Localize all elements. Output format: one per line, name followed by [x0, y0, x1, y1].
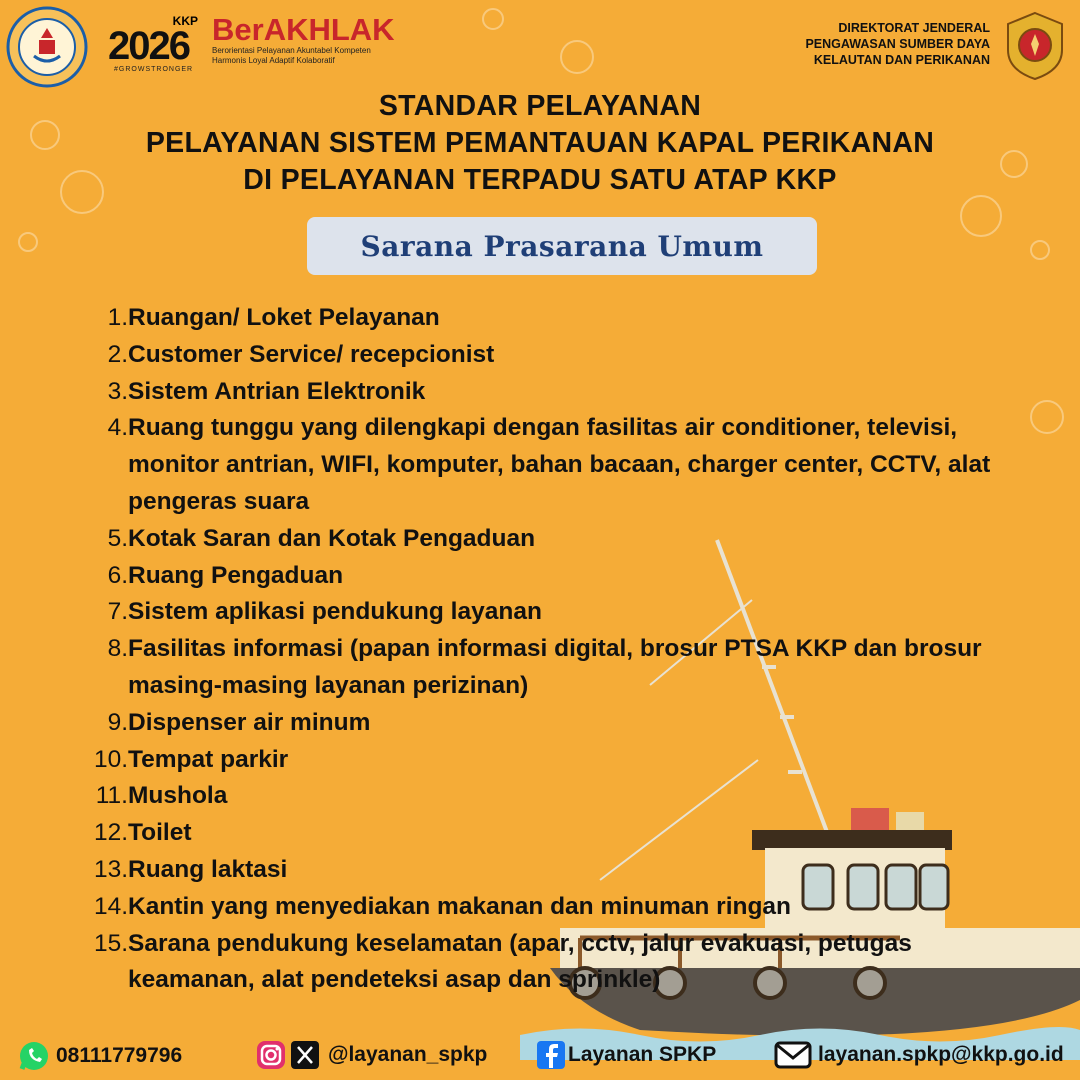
item-text: Mushola	[128, 782, 228, 810]
item-number: 8.	[107, 635, 128, 663]
item-text: Sarana pendukung keselamatan (apar, cctv, jalur evakuasi, petugas keamanan, alat pendeteksi asap dan sprinkle)	[128, 929, 912, 994]
item-text: Fasilitas informasi (papan informasi digital, brosur PTSA KKP dan brosur masing-masing layanan perizinan)	[128, 635, 982, 699]
list-item	[80, 705, 1040, 742]
berakhlak-word: BerAKHLAK	[212, 12, 395, 47]
berakhlak-logo	[212, 14, 412, 66]
list-item	[80, 926, 1040, 1000]
item-number: 7.	[107, 598, 128, 626]
item-number: 15.	[93, 929, 128, 957]
item-text: Dispenser air minum	[128, 708, 371, 736]
section-subtitle: Sarana Prasarana Umum	[307, 217, 817, 275]
email-contact[interactable]	[774, 1040, 1064, 1070]
contact-footer	[0, 1034, 1080, 1080]
list-item	[80, 889, 1040, 926]
list-item	[80, 300, 1040, 337]
mail-icon	[774, 1040, 812, 1070]
facility-list	[80, 300, 1040, 999]
bubble-decoration	[18, 232, 38, 252]
list-item	[80, 594, 1040, 631]
bubble-decoration	[960, 195, 1002, 237]
list-item	[80, 631, 1040, 705]
kkp-ministry-logo	[6, 6, 88, 88]
social-contact[interactable]	[256, 1040, 487, 1070]
title-line-3: DI PELAYANAN TERPADU SATU ATAP KKP	[243, 164, 837, 196]
item-number: 5.	[107, 524, 128, 552]
item-number: 13.	[93, 855, 128, 883]
list-item	[80, 852, 1040, 889]
list-item	[80, 521, 1040, 558]
item-number: 11.	[95, 782, 128, 810]
email-address: layanan.spkp@kkp.go.id	[818, 1043, 1064, 1066]
kkp-tag: KKP	[172, 14, 198, 28]
item-number: 2.	[107, 340, 128, 368]
item-number: 3.	[107, 377, 128, 405]
item-number: 14.	[93, 892, 128, 920]
facebook-icon	[536, 1040, 566, 1070]
item-text: Sistem Antrian Elektronik	[128, 377, 426, 405]
phone-contact[interactable]	[18, 1040, 182, 1072]
item-text: Kantin yang menyediakan makanan dan minuman ringan	[128, 892, 792, 920]
item-number: 6.	[107, 561, 128, 589]
social-handle: @layanan_spkp	[328, 1043, 488, 1066]
item-text: Kotak Saran dan Kotak Pengaduan	[128, 524, 536, 552]
list-item	[80, 778, 1040, 815]
facebook-page: Layanan SPKP	[568, 1043, 717, 1066]
item-number: 1.	[107, 304, 128, 331]
item-text: Tempat parkir	[128, 745, 289, 773]
bubble-decoration	[1030, 240, 1050, 260]
whatsapp-icon	[18, 1040, 50, 1072]
item-text: Customer Service/ recepcionist	[128, 340, 495, 368]
berakhlak-line-1: Berorientasi Pelayanan Akuntabel Kompeten	[212, 46, 371, 55]
berakhlak-line-2: Harmonis Loyal Adaptif Kolaboratif	[212, 56, 335, 65]
facebook-contact[interactable]	[536, 1040, 716, 1070]
item-text: Ruang tunggu yang dilengkapi dengan fasilitas air conditioner, televisi, monitor antrian, WIFI, komputer, bahan bacaan, charger center, CCTV, alat pengeras suara	[128, 414, 991, 515]
directorate-line-2: PENGAWASAN SUMBER DAYA	[805, 37, 990, 51]
instagram-icon	[256, 1040, 286, 1070]
page-title	[0, 88, 1080, 199]
psdkp-emblem	[1002, 10, 1068, 82]
item-text: Sistem aplikasi pendukung layanan	[128, 598, 542, 626]
year-2026: 2026	[108, 24, 189, 68]
list-item	[80, 815, 1040, 852]
bubble-decoration	[482, 8, 504, 30]
list-item	[80, 410, 1040, 520]
phone-number: 08111779796	[56, 1044, 183, 1067]
title-line-2: PELAYANAN SISTEM PEMANTAUAN KAPAL PERIKANAN	[145, 127, 935, 159]
directorate-name	[805, 20, 990, 68]
item-number: 9.	[107, 708, 128, 736]
list-item	[80, 742, 1040, 779]
title-line-1: STANDAR PELAYANAN	[378, 90, 702, 122]
list-item	[80, 337, 1040, 374]
directorate-line-1: DIREKTORAT JENDERAL	[838, 21, 990, 35]
directorate-line-3: KELAUTAN DAN PERIKANAN	[813, 53, 990, 67]
item-text: Ruangan/ Loket Pelayanan	[128, 304, 440, 331]
list-item	[80, 374, 1040, 411]
item-text: Toilet	[128, 819, 192, 847]
item-text: Ruang Pengaduan	[128, 561, 344, 589]
bubble-decoration	[560, 40, 594, 74]
grow-stronger-tagline: #GROWSTRONGER	[114, 66, 194, 73]
list-item	[80, 558, 1040, 595]
x-twitter-icon	[290, 1040, 320, 1070]
kkp-2026-logo	[108, 14, 200, 72]
item-number: 4.	[107, 414, 128, 442]
item-number: 12.	[93, 819, 128, 847]
item-number: 10.	[93, 745, 128, 773]
item-text: Ruang laktasi	[128, 855, 288, 883]
